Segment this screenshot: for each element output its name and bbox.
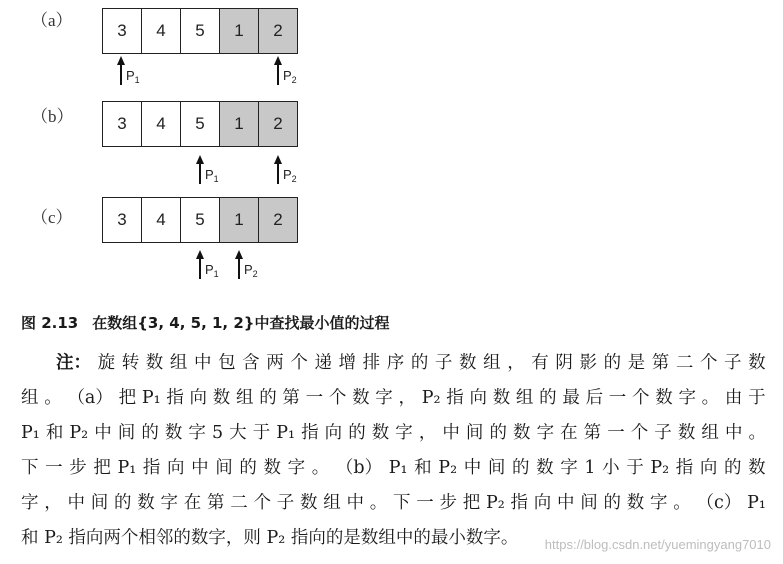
note-token: 数 — [164, 423, 183, 443]
note-token: 把 — [118, 388, 137, 408]
note-token: 字 — [188, 423, 206, 443]
note-token: 下 — [21, 458, 39, 478]
note-token: 组 — [169, 353, 188, 373]
note-token: 下 — [393, 493, 411, 513]
figure-caption — [21, 312, 389, 333]
note-token: 旋 — [97, 353, 116, 373]
note-token: 中 — [193, 353, 212, 373]
note-token: 。 — [748, 423, 766, 443]
array-cell: 5 — [180, 8, 220, 54]
note-token: 的 — [239, 458, 257, 478]
note-token: P₁ — [276, 423, 296, 443]
note-token: 数 — [371, 423, 390, 443]
note-token: 指 — [142, 458, 161, 478]
note-token: 把 — [462, 493, 481, 513]
note-token: 两 — [266, 353, 284, 373]
pointer-p1-a: $P_1$ — [117, 56, 141, 88]
pointer-p2-b: $P_2$ — [274, 155, 298, 187]
note-token: 包 — [218, 353, 236, 373]
note-token: 一 — [416, 493, 434, 513]
note-token: 的 — [410, 353, 429, 373]
note-token: （b） — [335, 458, 383, 478]
note-token: 数 — [655, 388, 673, 408]
figure-number: 图 2.13 — [21, 314, 79, 332]
note-token: 间 — [580, 493, 598, 513]
note-token: 组 — [21, 388, 39, 408]
note-token: 字 — [678, 388, 696, 408]
note-token: 字 — [160, 493, 178, 513]
watermark: https://blog.csdn.net/yuemingyang7010 — [544, 537, 771, 552]
note-token: 数 — [459, 353, 477, 373]
note-token: 数 — [300, 493, 318, 513]
note-token: 在 — [560, 423, 578, 443]
note-token: 的 — [141, 423, 159, 443]
note-line — [21, 416, 766, 451]
note-token: 步 — [439, 493, 457, 513]
note-token: P₁ — [141, 388, 161, 408]
note-token: 指 — [446, 388, 464, 408]
note-token: 个 — [699, 353, 718, 373]
note-token: 的 — [539, 388, 557, 408]
note-token: 排 — [362, 353, 381, 373]
array-row-a — [102, 8, 298, 54]
array-cell: 4 — [141, 197, 181, 243]
note-line — [21, 486, 766, 521]
note-token: 组 — [323, 493, 341, 513]
note-token: P₂ — [438, 458, 458, 478]
note-token: 数 — [513, 423, 531, 443]
note-token: 字 — [560, 458, 578, 478]
note-token: 大 — [229, 423, 247, 443]
note-token: 组 — [235, 388, 254, 408]
pointer-p2-a: $P_2$ — [274, 56, 298, 88]
note-token: 间 — [117, 423, 136, 443]
note-token: 转 — [121, 353, 140, 373]
note-token: 间 — [487, 458, 506, 478]
array-cell: 4 — [141, 8, 181, 54]
note-token: 小 — [602, 458, 620, 478]
note-token: 后 — [585, 388, 604, 408]
note-token: 个 — [632, 388, 650, 408]
note-token: 字 — [536, 423, 555, 443]
note-token: 个 — [253, 493, 271, 513]
note-token: 间 — [465, 423, 484, 443]
note-token: （a） — [67, 388, 113, 408]
note-token: 递 — [314, 353, 332, 373]
note-token: 子 — [724, 353, 742, 373]
note-token: 中 — [346, 493, 364, 513]
note-token: 字 — [395, 423, 413, 443]
note-token: 数 — [263, 458, 282, 478]
note-token: 中 — [463, 458, 482, 478]
note-line — [21, 451, 766, 486]
note-token: 由 — [724, 388, 743, 408]
note-token: 二 — [230, 493, 248, 513]
note-token: P₁ — [21, 423, 40, 443]
note-token: P₁ — [747, 493, 766, 513]
note-token: 数 — [212, 388, 231, 408]
note-token: 中 — [724, 423, 743, 443]
note-token: 1 — [584, 458, 596, 478]
note-token: 向 — [167, 458, 185, 478]
pointer-p1-c: $P_1$ — [196, 250, 220, 282]
note-token: 。 — [44, 388, 62, 408]
array-cell-shaded: 1 — [219, 197, 259, 243]
note-token: 和 P₂ 指向两个相邻的数字，则 P₂ 指向的是数组中的最小数字。 — [21, 528, 519, 548]
note-token: 子 — [434, 353, 453, 373]
note-token: 向 — [533, 493, 552, 513]
note-token: 中 — [191, 458, 209, 478]
array-cell: 4 — [141, 101, 181, 147]
figure-title: 在数组{3, 4, 5, 1, 2}中查找最小值的过程 — [92, 314, 390, 332]
note-token: 。 — [673, 493, 691, 513]
note-token: 向 — [699, 458, 718, 478]
note-token: 间 — [215, 458, 233, 478]
note-token: 指 — [301, 423, 319, 443]
note-token: 注： — [56, 353, 91, 373]
note-token: 。 — [701, 388, 720, 408]
note-token: （c） — [696, 493, 742, 513]
note-token: 。 — [369, 493, 388, 513]
note-token: 步 — [69, 458, 87, 478]
note-paragraph — [21, 346, 766, 556]
note-token: ， — [418, 423, 437, 443]
pointer-p1-b: $P_1$ — [196, 155, 220, 187]
note-token: 在 — [183, 493, 202, 513]
note-token: 组 — [701, 423, 719, 443]
note-token: 中 — [557, 493, 575, 513]
note-token: 数 — [626, 493, 645, 513]
note-token: 的 — [114, 493, 132, 513]
note-token: ， — [44, 493, 62, 513]
row-label-b: （b） — [31, 107, 74, 126]
row-label-a: （a） — [31, 11, 73, 30]
note-token: 的 — [511, 458, 530, 478]
note-token: 第 — [583, 423, 602, 443]
array-cell: 5 — [180, 197, 220, 243]
note-token: 增 — [338, 353, 357, 373]
note-token: 的 — [724, 458, 742, 478]
note-token: 影 — [579, 353, 597, 373]
array-cell-shaded: 2 — [258, 8, 298, 54]
note-token: 数 — [677, 423, 696, 443]
array-cell: 3 — [102, 101, 142, 147]
note-token: 第 — [207, 493, 225, 513]
array-cell: 3 — [102, 8, 142, 54]
note-token: 字 — [287, 458, 306, 478]
note-token: 个 — [630, 423, 649, 443]
note-token: 中 — [94, 423, 112, 443]
note-token: 数 — [492, 388, 511, 408]
note-token: 的 — [603, 493, 622, 513]
note-token: P₂ — [421, 388, 441, 408]
note-token: 于 — [748, 388, 766, 408]
note-token: 含 — [242, 353, 260, 373]
note-token: 数 — [145, 353, 164, 373]
note-token: P₂ — [650, 458, 670, 478]
note-token: P₁ — [388, 458, 408, 478]
note-token: 字 — [375, 388, 393, 408]
note-token: 把 — [93, 458, 111, 478]
note-line — [21, 346, 766, 381]
array-cell-shaded: 1 — [219, 101, 259, 147]
note-token: 和 — [414, 458, 432, 478]
note-token: P₁ — [117, 458, 137, 478]
note-token: 第 — [651, 353, 670, 373]
note-token: 最 — [562, 388, 580, 408]
note-token: 数 — [137, 493, 155, 513]
note-token: 一 — [607, 423, 625, 443]
note-token: 于 — [252, 423, 271, 443]
note-token: 中 — [442, 423, 460, 443]
array-cell: 5 — [180, 101, 220, 147]
note-token: 一 — [608, 388, 627, 408]
note-token: ， — [507, 353, 525, 373]
array-cell-shaded: 2 — [258, 197, 298, 243]
note-token: 5 — [211, 423, 224, 443]
note-token: 。 — [311, 458, 330, 478]
note-token: 一 — [45, 458, 63, 478]
row-label-c: （c） — [31, 208, 73, 227]
note-token: 的 — [489, 423, 507, 443]
note-token: 序 — [386, 353, 405, 373]
note-line — [21, 381, 766, 416]
note-token: 于 — [626, 458, 644, 478]
note-token: 阴 — [555, 353, 573, 373]
note-token: 字 — [650, 493, 668, 513]
array-row-c — [102, 197, 298, 243]
note-token: 组 — [483, 353, 501, 373]
note-token: 向 — [324, 423, 343, 443]
note-token: 和 — [45, 423, 64, 443]
note-token: 是 — [627, 353, 646, 373]
note-token: 一 — [305, 388, 324, 408]
pointer-p2-c: $P_2$ — [235, 250, 259, 282]
note-token: 字 — [21, 493, 39, 513]
note-token: ， — [398, 388, 417, 408]
note-token: 个 — [328, 388, 347, 408]
note-token: 子 — [276, 493, 295, 513]
note-token: 间 — [90, 493, 109, 513]
note-token: 数 — [352, 388, 370, 408]
note-token: P₂ — [486, 493, 505, 513]
note-token: 组 — [515, 388, 534, 408]
note-token: 指 — [510, 493, 529, 513]
note-token: 数 — [536, 458, 554, 478]
array-row-b — [102, 101, 298, 147]
array-cell-shaded: 1 — [219, 8, 259, 54]
array-cell-shaded: 2 — [258, 101, 298, 147]
note-token: 数 — [748, 353, 766, 373]
note-token: 的 — [603, 353, 622, 373]
note-token: 第 — [282, 388, 300, 408]
note-token: 的 — [348, 423, 366, 443]
note-token: 的 — [259, 388, 277, 408]
note-token: 有 — [531, 353, 549, 373]
note-token: 向 — [469, 388, 487, 408]
note-token: 指 — [675, 458, 694, 478]
note-token: 二 — [675, 353, 694, 373]
note-token: 指 — [166, 388, 184, 408]
note-token: 数 — [748, 458, 766, 478]
note-token: P₂ — [69, 423, 89, 443]
note-token: 个 — [290, 353, 308, 373]
array-cell: 3 — [102, 197, 142, 243]
note-token: 中 — [67, 493, 85, 513]
note-token: 子 — [654, 423, 672, 443]
note-token: 向 — [189, 388, 208, 408]
